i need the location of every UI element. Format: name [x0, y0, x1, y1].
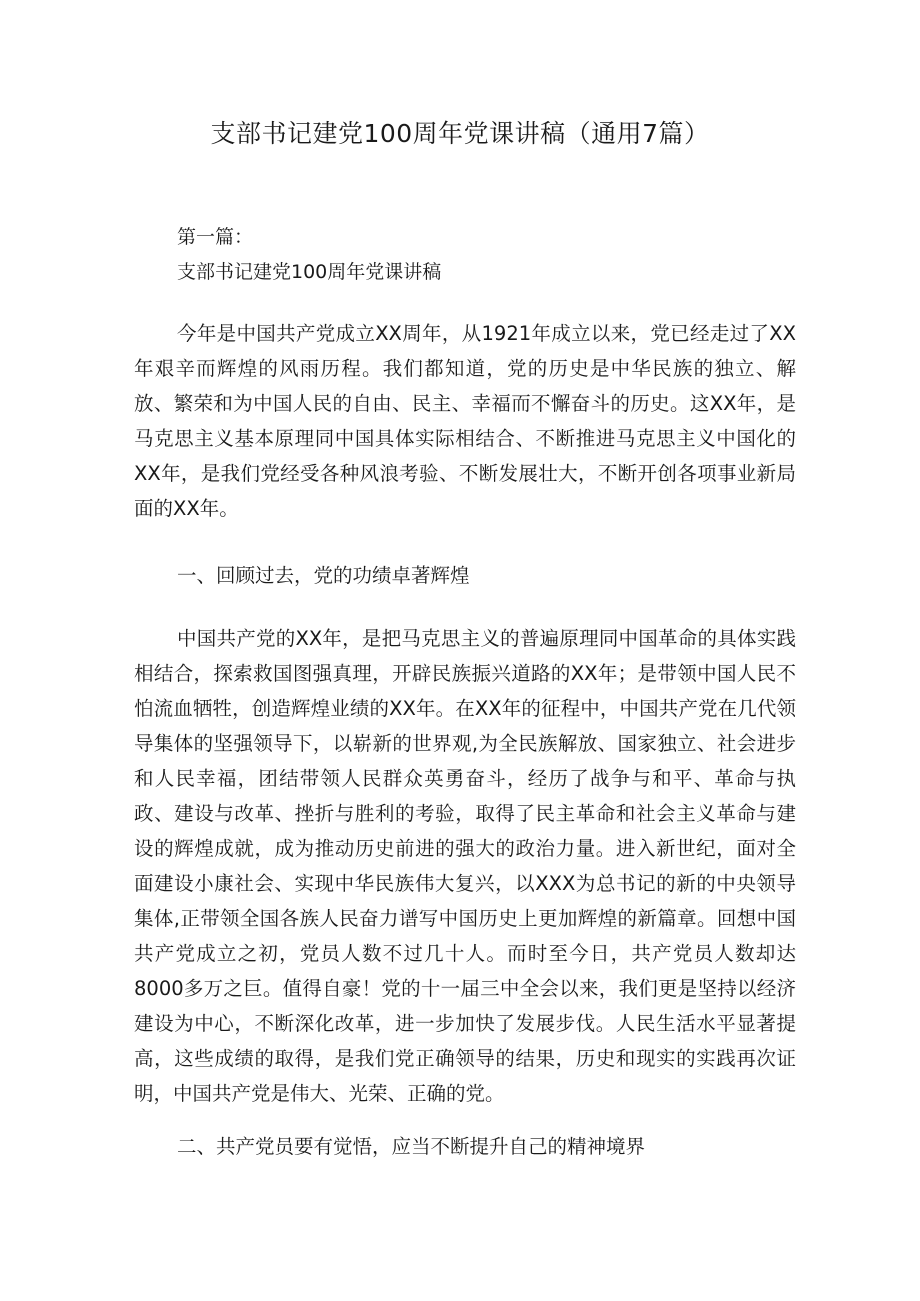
document-title: 支部书记建党100周年党课讲稿（通用7篇）: [210, 119, 710, 148]
section-subtitle: 支部书记建党100周年党课讲稿: [177, 261, 442, 283]
heading-review-past: 一、回顾过去，党的功绩卓著辉煌: [177, 564, 470, 587]
heading-awareness: 二、共产党员要有觉悟，应当不断提升自己的精神境界: [177, 1135, 646, 1158]
section-label: 第一篇：: [177, 226, 254, 248]
paragraph-achievements: 中国共产党的XX年，是把马克思主义的普遍原理同中国革命的具体实践相结合，探索救国图强真理，开辟民族振兴道路的XX年；是带领中国人民不怕流血牺牲，创造辉煌业绩的XX年。在XX年的征程中，中国共产党在几代领导集体的坚强领导下，以崭新的世界观,为全民族解放、国家独立、社会进步和人民幸福，团结带领人民群众英勇奋斗，经历了战争与和平、革命与执政、建设与改革、挫折与胜利的考验，取得了民主革命和社会主义革命与建设的辉煌成就，成为推动历史前进的强大的政治力量。进入新世纪，面对全面建设小康社会、实现中华民族伟大复兴，以XXX为总书记的新的中央领导集体,正带领全国各族人民奋力谱写中国历史上更加辉煌的新篇章。回想中国共产党成立之初，党员人数不过几十人。而时至今日，共产党员人数却达8000多万之巨。值得自豪！党的十一届三中全会以来，我们更是坚持以经济建设为中心，不断深化改革，进一步加快了发展步伐。人民生活水平显著提高，这些成绩的取得，是我们党正确领导的结果，历史和现实的实践再次证明，中国共产党是伟大、光荣、正确的党。: [134, 627, 796, 1105]
paragraph-intro: 今年是中国共产党成立XX周年，从1921年成立以来，党已经走过了XX年艰辛而辉煌的风雨历程。我们都知道，党的历史是中华民族的独立、解放、繁荣和为中国人民的自由、民主、幸福而不懈奋斗的历史。这XX年，是马克思主义基本原理同中国具体实际相结合、不断推进马克思主义中国化的XX年，是我们党经受各种风浪考验、不断发展壮大，不断开创各项事业新局面的XX年。: [134, 322, 796, 520]
